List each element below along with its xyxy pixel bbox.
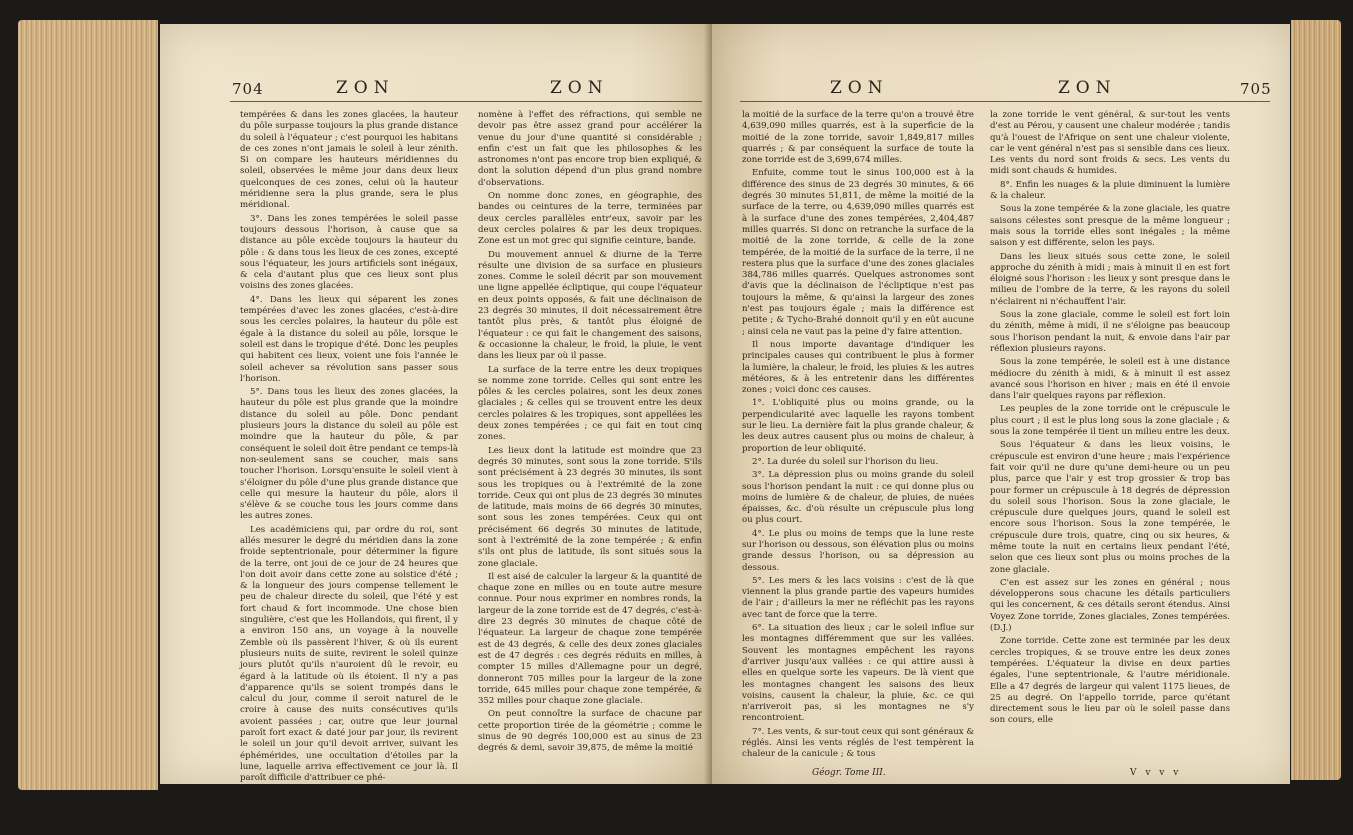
paragraph: Les peuples de la zone torride ont le crépuscule le plus court ; il est le plus long sous la zone glaciale ; & sous la zone tempérée il tient un milieu entre les deux.: [990, 404, 1230, 438]
right-column-2: [990, 110, 1230, 729]
paragraph: Sous la zone glaciale, comme le soleil est fort loin du zénith, même à midi, il ne s'éloigne pas beaucoup sous l'horison pendant la nuit, & envoie dans l'air par réflexion plusieurs rayons.: [990, 310, 1230, 354]
paragraph: 8°. Enfin les nuages & la pluie diminuent la lumière & la chaleur.: [990, 179, 1230, 202]
left-header-right: ZON: [550, 78, 609, 98]
paragraph: Sous l'équateur & dans les lieux voisins, le crépuscule est environ d'une heure ; mais l'expérience fait voir qu'il ne dure qu'une demi-heure ou un peu plus, parce que l'air y est trop grossier & trop bas pour former un crépuscule à 18 degrés de dépression du soleil sous l'horison. Sous la zone glaciale, le crépuscule dure quelques jours, quand le soleil est encore sous l'horison. Sous la zone tempérée, le crépuscule dure trois, quatre, cinq ou six heures, & même toute la nuit en certains lieux pendant l'été, selon que ces lieux sont plus ou moins proches de la zone glaciale.: [990, 440, 1230, 575]
paragraph: 5°. Les mers & les lacs voisins : c'est de là que viennent la plus grande partie des vapeurs humides de l'air ; d'ailleurs la mer ne réfléchit pas les rayons avec tant de force que la terre.: [742, 575, 974, 620]
signature-mark: V v v v: [1130, 768, 1182, 778]
paragraph: nomène à l'effet des réfractions, qui semble ne devoir pas être assez grand pour accélérer la venue du jour d'une quantité si considérable ; enfin c'est un fait que les philosophes & les astronomes n'ont pas encore trop bien expliqué, & dont la solution dépend d'un plus grand nombre d'observations.: [478, 110, 702, 188]
right-page-number: 705: [1240, 80, 1272, 98]
paragraph: On peut connoître la surface de chacune par cette proportion tirée de la géométrie ; comme le sinus de 90 degrés 100,000 est au sinus de 23 degrés & demi, savoir 39,875, de même la moitié: [478, 709, 702, 754]
left-column-2: [478, 110, 702, 757]
paragraph: Les lieux dont la latitude est moindre que 23 degrés 30 minutes, sont sous la zone torride. S'ils sont précisément à 23 degrés 30 minutes, ils sont sous les tropiques ou à l'extrémité de la zone torride. Ceux qui ont plus de 23 degrés 30 minutes de latitude, mais moins de 66 degrés 30 minutes, sont sous les zones tempérées. Ceux qui ont précisément 66 degrés 30 minutes de latitude, sont à l'extrémité de la zone tempérée ; & enfin s'ils ont plus de latitude, ils sont situés sous la zone glaciale.: [478, 445, 702, 569]
paragraph: Zone torride. Cette zone est terminée par les deux cercles tropiques, & se trouve entre les deux zones tempérées. L'équateur la divise en deux parties égales, l'une septentrionale, & l'autre méridionale. Elle a 47 degrés de largeur qui valent 1175 lieues, de 25 au degré. On l'appello torride, parce qu'étant directement sous le lieu par où le soleil passe dans son cours, elle: [990, 636, 1230, 726]
paragraph: La surface de la terre entre les deux tropiques se nomme zone torride. Celles qui sont entre les pôles & les cercles polaires, sont les deux zones glaciales ; & celles qui se trouvent entre les deux cercles polaires & les tropiques, sont appellées les deux zones tempérées ; ce qui fait en tout cinq zones.: [478, 364, 702, 443]
paragraph: 6°. La situation des lieux ; car le soleil influe sur les montagnes différemment que sur les vallées. Souvent les montagnes empêchent les rayons d'arriver jusqu'aux vallées : ce qui attire aussi à elles en quelque sorte les vapeurs. De là vient que les montagnes changent les saisons des lieux voisins, causent la chaleur, la pluie, &c. ce qui n'arriveroit pas, si les montagnes ne s'y rencontroient.: [742, 623, 974, 724]
left-column-1: [240, 110, 458, 784]
paragraph: la zone torride le vent général, & sur-tout les vents d'est au Pérou, y causent une chaleur modérée ; tandis qu'à l'ouest de l'Afrique on sent une chaleur violente, car le vent général n'est pas si sensible dans ces lieux. Les vents du nord sont froids & secs. Les vents du midi sont chauds & humides.: [990, 110, 1230, 177]
paragraph: Dans les lieux situés sous cette zone, le soleil approche du zénith à midi ; mais à minuit il en est fort éloigné sous l'horison : les lieux y sont presque dans le milieu de l'ombre de la terre, & les rayons du soleil n'éclairent ni n'échauffent l'air.: [990, 251, 1230, 307]
paragraph: 3°. Dans les zones tempérées le soleil passe toujours dessous l'horison, à cause que sa distance au pôle excède toujours la hauteur du pôle : & dans tous les lieux de ces zones, excepté sous l'équateur, les jours artificiels sont inégaux, & cela d'autant plus que ces lieux sont plus voisins des zones glacées.: [240, 213, 458, 292]
paragraph: Sous la zone tempérée & la zone glaciale, les quatre saisons célestes sont presque de la même longueur ; mais sous la torride elles sont inégales ; la même saison y est différente, selon les pays.: [990, 204, 1230, 249]
paragraph: Il nous importe davantage d'indiquer les principales causes qui contribuent le plus à former la lumière, la chaleur, le froid, les pluies & les autres météores, & à les entretenir dans les différentes zones ; voici donc ces causes.: [742, 339, 974, 396]
right-page: [712, 24, 1290, 784]
left-header-rule: [230, 101, 702, 102]
paragraph: On nomme donc zones, en géographie, des bandes ou ceintures de la terre, terminées par deux cercles parallèles entr'eux, savoir par les deux cercles polaires & par les deux tropiques. Zone est un mot grec qui signifie ceinture, bande.: [478, 191, 702, 247]
paragraph: C'en est assez sur les zones en général ; nous développerons sous chacune les détails particuliers qui les concernent, & ces détails seront étendus. Ainsi Voyez Zone torride, Zones glaciales, Zones tempérées. (D.J.): [990, 577, 1230, 634]
paragraph: 7°. Les vents, & sur-tout ceux qui sont généraux & réglés. Ainsi les vents réglés de l'est tempèrent la chaleur de la canicule ; & tous: [742, 726, 974, 760]
paragraph: 2°. La durée du soleil sur l'horison du lieu.: [752, 456, 939, 467]
volume-footer: Géogr. Tome III.: [812, 768, 886, 778]
paragraph: la moitié de la surface de la terre qu'on a trouvé être 4,639,090 milles quarrés, est à la superficie de la moitié de la zone torride, savoir 1,849,817 milles quarrés ; & par conséquent la surface de toute la zone torride est de 3,699,674 milles.: [742, 110, 974, 166]
paragraph: Sous la zone tempérée, le soleil est à une distance médiocre du zénith à midi, & à minuit il est assez avancé sous l'horison en hiver ; mais en été il envoie dans l'air quelques rayons par réflexion.: [990, 357, 1230, 402]
paragraph: Les académiciens qui, par ordre du roi, sont allés mesurer le degré du méridien dans la zone froide septentrionale, pour déterminer la figure de la terre, ont joui de ce jour de 24 heures que l'on doit avoir dans cette zone au solstice d'été ; & la longueur des jours compense tellement le peu de chaleur directe du soleil, que l'été y est fort chaud & fort incommode. Une chose bien singulière, c'est que les Hollandois, qui firent, il y a environ 150 ans, un voyage à la nouvelle Zemble où ils passèrent l'hiver, & où ils eurent plusieurs nuits de suite, revirent le soleil quinze jours plutôt qu'ils n'auroient dû le revoir, eu égard à la latitude où ils étoient. Il n'y a pas d'apparence qu'ils se soient trompés dans le calcul du jour, comme il seroit naturel de le croire à cause des nuits consécutives qu'ils avoient passées ; car, outre que leur journal paroît fort exact & daté jour par jour, ils revirent le soleil un jour qu'il devoit arriver, suivant les éphémérides, une occultation d'étoiles par la lune, laquelle arriva effectivement ce jour là. Il paroît difficile d'attribuer ce phé-: [240, 524, 458, 784]
paragraph: 1°. L'obliquité plus ou moins grande, ou la perpendicularité avec laquelle les rayons tombent sur le lieu. La dernière fait la plus grande chaleur, & les deux autres causent plus ou moins de chaleur, à proportion de leur obliquité.: [742, 398, 974, 454]
paragraph: tempérées & dans les zones glacées, la hauteur du pôle surpasse toujours la plus grande distance du soleil à l'équateur ; c'est pourquoi les habitans de ces zones n'ont jamais le soleil à leur zénith. Si on compare les hauteurs méridiennes du soleil, observées le même jour dans deux lieux quelconques de ces zones, celui où la hauteur méridienne sera la plus grande, sera le plus méridional.: [240, 110, 458, 211]
paragraph: 5°. Dans tous les lieux des zones glacées, la hauteur du pôle est plus grande que la moindre distance du soleil au pôle. Donc pendant plusieurs jours la distance du soleil au pôle est moindre que la hauteur du pôle, & par conséquent le soleil doit être pendant ce temps-là non-seulement sans se coucher, mais sans toucher l'horison. Lorsqu'ensuite le soleil vient à s'éloigner du pôle d'une plus grande distance que celle qui mesure la hauteur du pôle, alors il s'élève & se couche tous les jours comme dans les autres zones.: [240, 387, 458, 522]
right-header-left: ZON: [830, 78, 889, 98]
left-page-number: 704: [232, 80, 264, 98]
right-header-right: ZON: [1058, 78, 1117, 98]
left-header-left: ZON: [336, 78, 395, 98]
right-column-1: [742, 110, 974, 763]
paragraph: Il est aisé de calculer la largeur & la quantité de chaque zone en milles ou en toute autre mesure connue. Pour nous exprimer en nombres ronds, la largeur de la zone torride est de 47 degrés, c'est-à-dire 23 degrés 30 minutes de chaque côté de l'équateur. La largeur de chaque zone tempérée est de 43 degrés, & celle des deux zones glaciales est de 47 degrés : ces degrés réduits en milles, à compter 15 milles d'Allemagne pour un degré, donneront 705 milles pour la largeur de la zone torride, 645 milles pour chaque zone tempérée, & 352 milles pour chaque zone glaciale.: [478, 571, 702, 707]
paragraph: Du mouvement annuel & diurne de la Terre résulte une division de sa surface en plusieurs zones. Comme le soleil décrit par son mouvement une ligne appellée écliptique, qui coupe l'équateur en deux points opposés, & fait une déclinaison de 23 degrés 30 minutes, il doit nécessairement être tantôt plus près, & tantôt plus éloigné de l'équateur : ce qui fait le changement des saisons, & occasionne la chaleur, le froid, la pluie, le vent dans les lieux par où il passe.: [478, 249, 702, 362]
paragraph: 3°. La dépression plus ou moins grande du soleil sous l'horison pendant la nuit : ce qui donne plus ou moins de lumière & de chaleur, de pluies, de nuées épaisses, &c. d'où résulte un crépuscule plus long ou plus court.: [742, 470, 974, 526]
paragraph: 4°. Dans les lieux qui séparent les zones tempérées d'avec les zones glacées, c'est-à-dire sous les cercles polaires, la hauteur du pôle est égale à la distance du soleil au pôle, lorsque le soleil est dans le tropique d'été. Donc les peuples qui habitent ces lieux, voient une fois l'année le soleil achever sa révolution sans passer sous l'horison.: [240, 294, 458, 384]
paragraph: Enfuite, comme tout le sinus 100,000 est à la différence des sinus de 23 degrés 30 minutes, & 66 degrés 30 minutes 51,811, de même la moitié de la surface de la terre, ou 4,639,090 milles quarrés est à la surface d'une des zones tempérées, 2,404,487 milles quarrés. Si donc on retranche la surface de la moitié de la zone torride, & celle de la zone tempérée, de la moitié de la surface de la terre, il ne restera plus que la surface d'une des zones glaciales 384,786 milles quarrés. Quelques astronomes sont d'avis que la déclinaison de l'écliptique n'est pas toujours la même, & qu'ainsi la largeur des zones n'est pas toujours égale ; mais la différence est petite ; & Tycho-Brahé donnoit qu'il y en eût aucune ; ainsi cela ne vaut pas la peine d'y faire attention.: [742, 168, 974, 337]
left-page-edges: [18, 20, 158, 790]
paragraph: 4°. Le plus ou moins de temps que la lune reste sur l'horison ou dessous, son élévation plus ou moins grande dessus l'horison, ou sa dépression au dessous.: [742, 528, 974, 573]
right-page-edges: [1291, 20, 1341, 780]
right-header-rule: [740, 101, 1270, 102]
left-page: [160, 24, 712, 784]
